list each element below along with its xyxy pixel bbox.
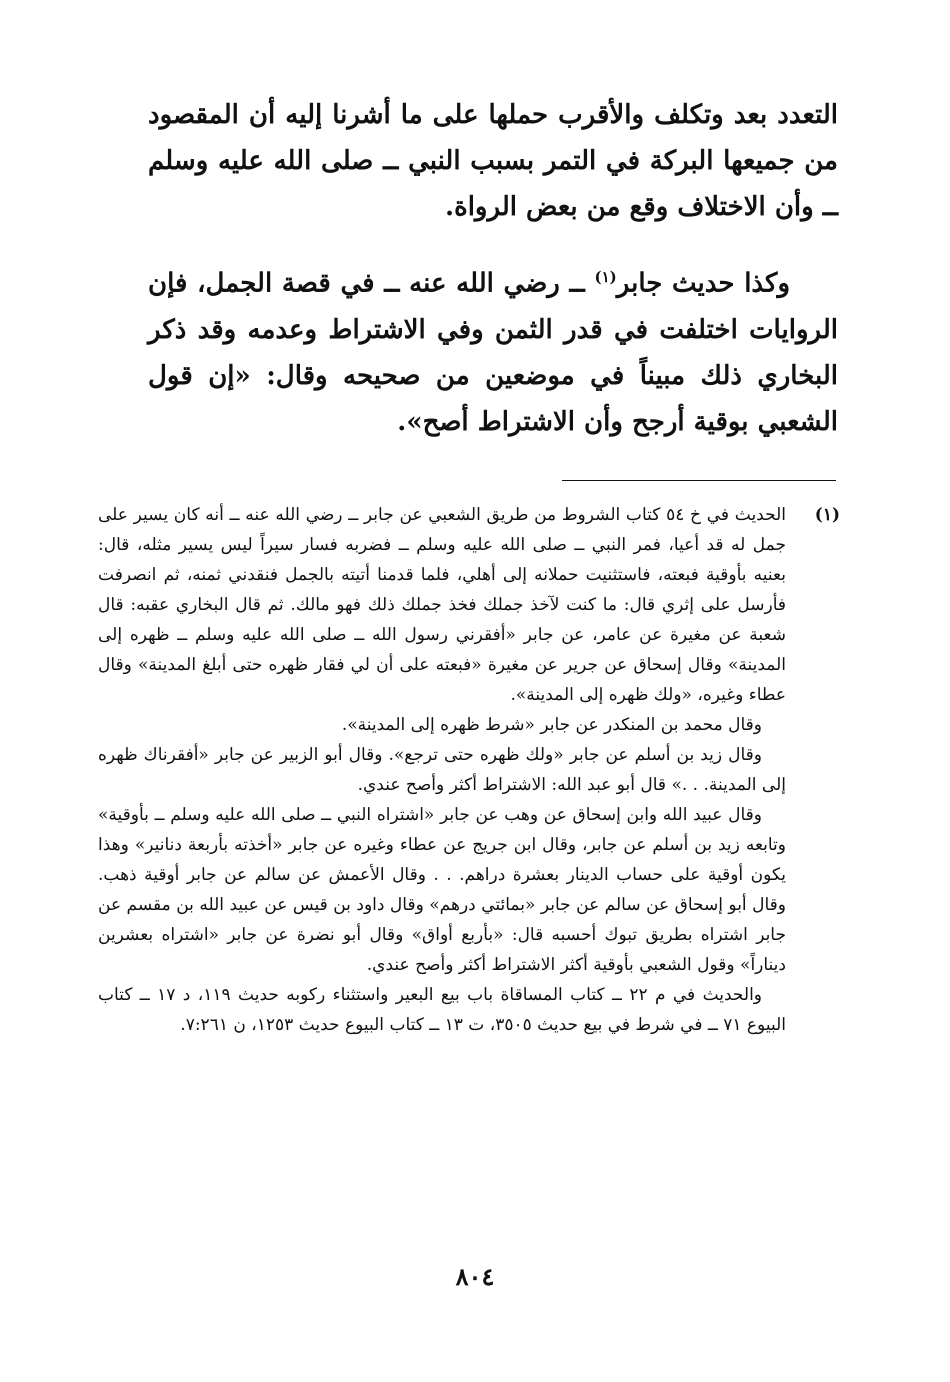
- footnote-paragraph-3-container: [98, 740, 838, 800]
- footnote-paragraph-4-container: [98, 800, 838, 980]
- main-paragraph-2-start: وكذا حديث جابر: [616, 268, 790, 299]
- footnote-1: [98, 500, 838, 710]
- main-paragraph-2: [148, 254, 838, 445]
- footnote-reference: (١): [594, 268, 617, 286]
- footnote-paragraph-2: وقال محمد بن المنكدر عن جابر «شرط ظهره إلى المدينة».: [341, 715, 762, 735]
- footnote-separator: [562, 480, 836, 481]
- footnote-paragraph-1: الحديث في خ ٥٤ كتاب الشروط من طريق الشعبي عن جابر ــ رضي الله عنه ــ أنه كان يسير على جمل له قد أعيا، فمر النبي ــ صلى الله عليه وسلم ــ فضربه فسار سيراً ليس يسير مثله، قال: بعنيه بأوقية فبعته، فاستثنيت حملانه إلى أهلي، فلما قدمنا أتيته بالجمل فنقدني ثمنه، ثم انصرفت فأرسل على إثري قال: ما كنت لآخذ جملك فخذ جملك ذلك فهو مالك. ثم قال البخاري عقبه: قال شعبة عن مغيرة عن عامر، عن جابر «أفقرني رسول الله ــ صلى الله عليه وسلم ــ ظهره إلى المدينة» وقال إسحاق عن جرير عن مغيرة «فبعته على أن لي فقار ظهره حتى أبلغ المدينة» وقال عطاء وغيره، «ولك ظهره إلى المدينة».: [98, 505, 786, 705]
- footnotes-section: [98, 500, 838, 1040]
- page-number: ٨٠٤: [455, 1262, 495, 1291]
- footnote-marker: (١): [814, 505, 840, 525]
- footnote-paragraph-5-container: [98, 980, 838, 1040]
- footnote-paragraph-2-container: [98, 710, 838, 740]
- footnote-paragraph-5: والحديث في م ٢٢ ــ كتاب المساقاة باب بيع البعير واستثناء ركوبه حديث ١١٩، د ١٧ ــ كتاب البيوع ٧١ ــ في شرط في بيع حديث ٣٥٠٥، ت ١٣ ــ كتاب البيوع حديث ١٢٥٣، ن ٧:٢٦١.: [98, 985, 786, 1035]
- main-paragraph-1: التعدد بعد وتكلف والأقرب حملها على ما أشرنا إليه أن المقصود من جميعها البركة في التمر بسبب النبي ــ صلى الله عليه وسلم ــ وأن الاختلاف وقع من بعض الرواة.: [148, 100, 838, 222]
- footnote-paragraph-4: وقال عبيد الله وابن إسحاق عن وهب عن جابر «اشتراه النبي ــ صلى الله عليه وسلم ــ بأوقية» وتابعه زيد بن أسلم عن جابر، وقال ابن جريج عن عطاء وغيره عن جابر «أخذته بأربعة دنانير» وهذا يكون أوقية على حساب الدينار بعشرة دراهم. . . وقال الأعمش عن سالم عن جابر أوقية ذهب. وقال أبو إسحاق عن سالم عن جابر «بمائتي درهم» وقال داود بن قيس عن عبيد الله بن مقسم عن جابر اشتراه بطريق تبوك أحسبه قال: «بأربع أواق» وقال أبو نضرة عن جابر «اشتراه بعشرين ديناراً» وقول الشعبي بأوقية أكثر الاشتراط أكثر وأصح عندي.: [98, 805, 786, 975]
- main-paragraph-2-rest: ــ رضي الله عنه ــ في قصة الجمل، فإن الروايات اختلفت في قدر الثمن وفي الاشتراط وعدمه وقد ذكر البخاري ذلك مبيناً في موضعين من صحيحه وقال: «إن قول الشعبي بوقية أرجح وأن الاشتراط أصح».: [148, 268, 838, 437]
- footnote-paragraph-3: وقال زيد بن أسلم عن جابر «ولك ظهره حتى ترجع». وقال أبو الزبير عن جابر «أفقرناك ظهره إلى المدينة. . .» قال أبو عبد الله: الاشتراط أكثر وأصح عندي.: [98, 745, 786, 795]
- main-body-text: [148, 92, 838, 445]
